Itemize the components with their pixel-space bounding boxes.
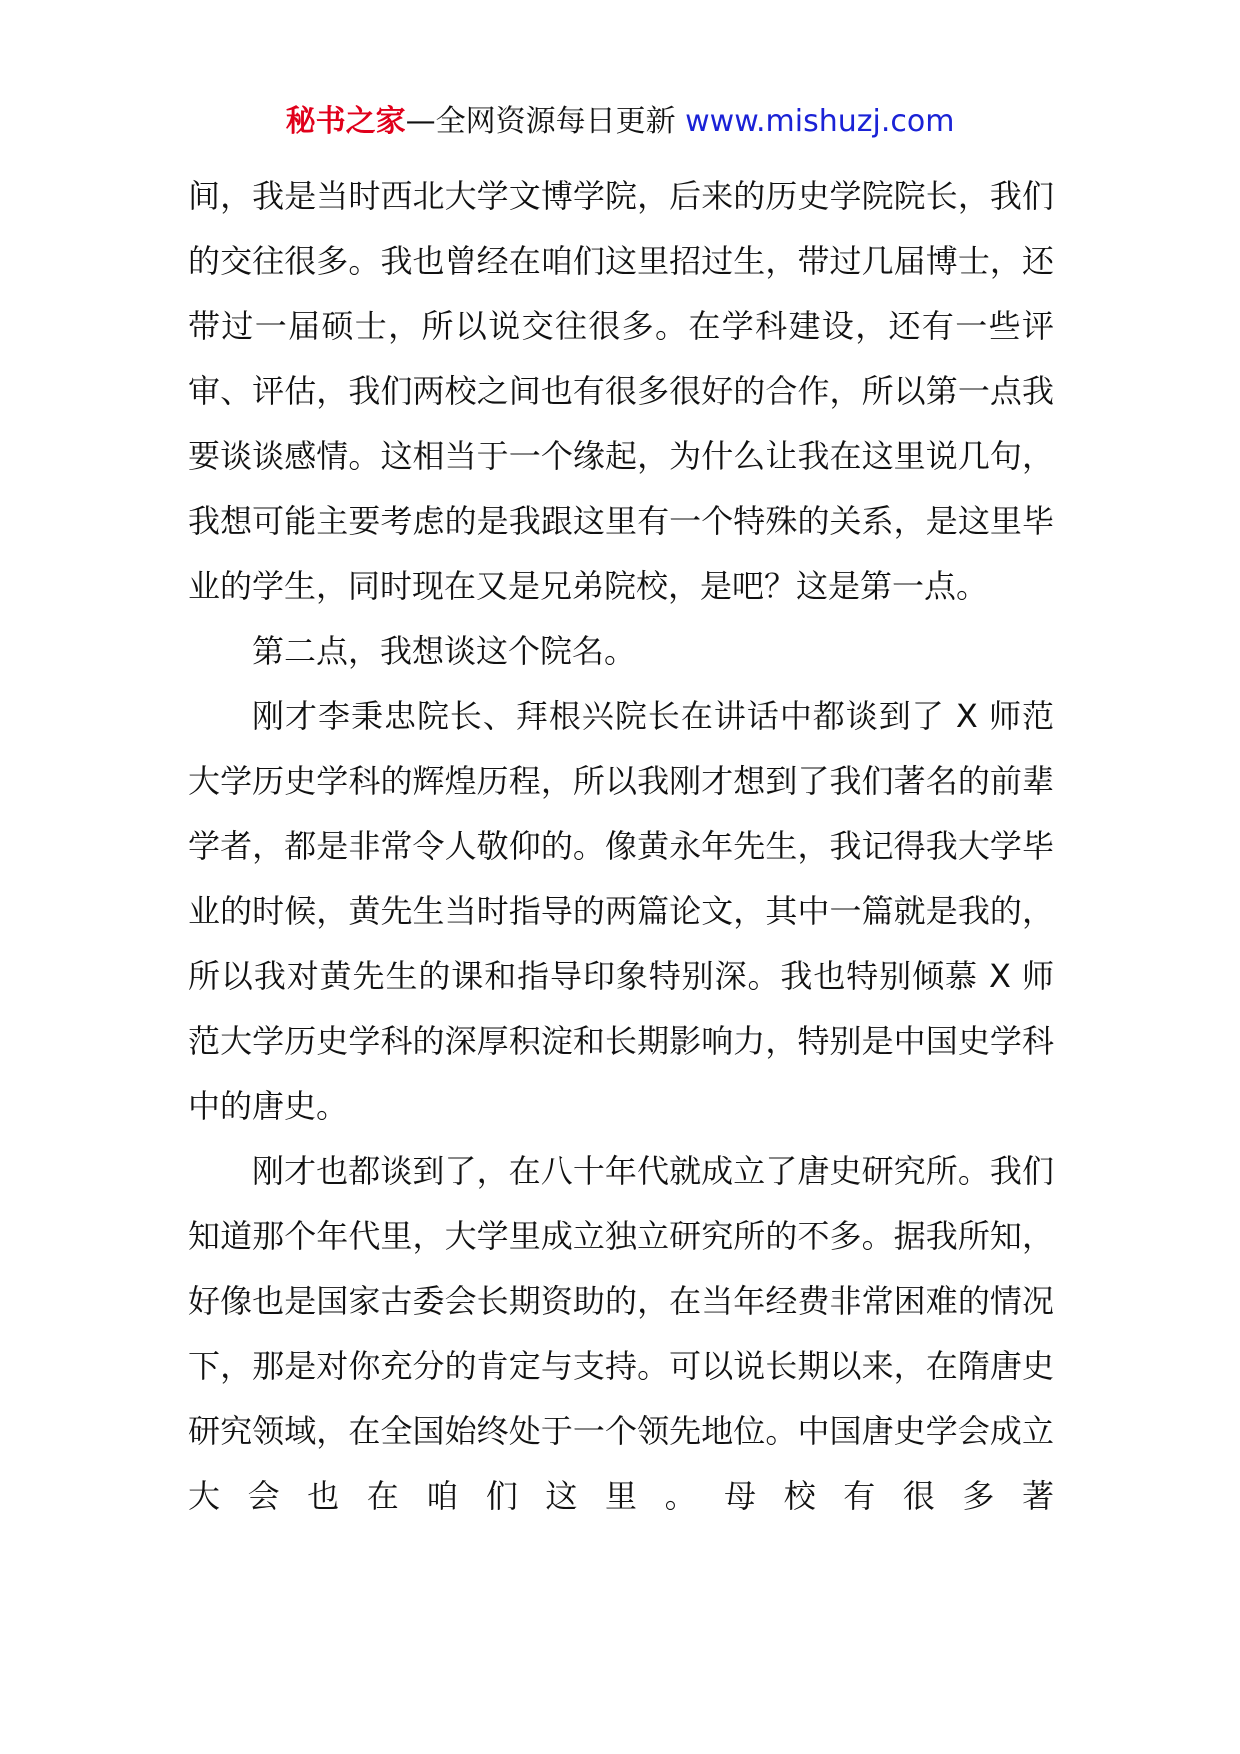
paragraph-4: 刚才也都谈到了，在八十年代就成立了唐史研究所。我们知道那个年代里，大学里成立独立研究所的不多。据我所知，好像也是国家古委会长期资助的，在当年经费非常困难的情况下，那是对你充分的肯定与支持。可以说长期以来，在隋唐史研究领域，在全国始终处于一个领先地位。中国唐史学会成立大会也在咱们这里。母校有很多著: [188, 1152, 1054, 1515]
paragraph-3: 刚才李秉忠院长、拜根兴院长在讲话中都谈到了 X 师范大学历史学科的辉煌历程，所以我刚才想到了我们著名的前辈学者，都是非常令人敬仰的。像黄永年先生，我记得我大学毕业的时候，黄先生当时指导的两篇论文，其中一篇就是我的，所以我对黄先生的课和指导印象特别深。我也特别倾慕 X 师范大学历史学科的深厚积淀和长期影响力，特别是中国史学科中的唐史。: [188, 697, 1054, 1125]
header-url-link[interactable]: www.mishuzj.com: [685, 104, 955, 139]
header-brand: 秘书之家: [285, 104, 406, 139]
header-tagline: —全网资源每日更新: [405, 104, 676, 139]
paragraph-2: 第二点，我想谈这个院名。: [252, 632, 637, 670]
paragraph-1: 间，我是当时西北大学文博学院，后来的历史学院院长，我们的交往很多。我也曾经在咱们这里招过生，带过几届博士，还带过一届硕士，所以说交往很多。在学科建设，还有一些评审、评估，我们两校之间也有很多很好的合作，所以第一点我要谈谈感情。这相当于一个缘起，为什么让我在这里说几句，我想可能主要考虑的是我跟这里有一个特殊的关系，是这里毕业的学生，同时现在又是兄弟院校，是吧？这是第一点。: [188, 177, 1054, 605]
body-text: [188, 164, 1054, 1529]
page-header: [0, 100, 1240, 144]
